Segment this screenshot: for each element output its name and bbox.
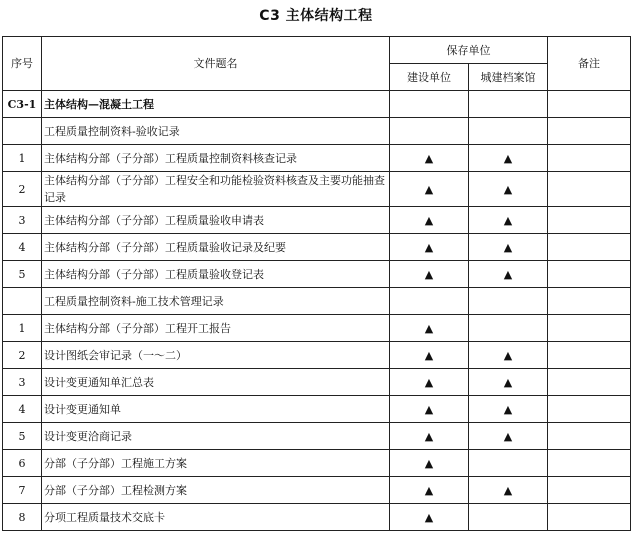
- row-build-mark: ▲: [390, 207, 469, 234]
- row-remark: [548, 342, 631, 369]
- row-remark: [548, 172, 631, 207]
- row-title: 分部（子分部）工程检测方案: [42, 477, 390, 504]
- row-build-mark: ▲: [390, 261, 469, 288]
- row-remark: [548, 234, 631, 261]
- row-title: 工程质量控制资料-施工技术管理记录: [42, 288, 390, 315]
- row-remark: [548, 145, 631, 172]
- row-build-mark: [390, 118, 469, 145]
- row-archive-mark: ▲: [469, 261, 548, 288]
- row-remark: [548, 369, 631, 396]
- table-row: [3, 477, 631, 504]
- table-row: [3, 396, 631, 423]
- row-seq: 2: [3, 342, 42, 369]
- row-archive-mark: ▲: [469, 369, 548, 396]
- row-remark: [548, 477, 631, 504]
- row-title: 主体结构分部（子分部）工程质量验收申请表: [42, 207, 390, 234]
- row-seq: [3, 288, 42, 315]
- table-row: [3, 234, 631, 261]
- row-remark: [548, 261, 631, 288]
- row-remark: [548, 396, 631, 423]
- row-build-mark: ▲: [390, 369, 469, 396]
- row-archive-mark: [469, 504, 548, 531]
- row-build-mark: ▲: [390, 423, 469, 450]
- row-archive-mark: ▲: [469, 172, 548, 207]
- row-remark: [548, 118, 631, 145]
- archive-table: [2, 36, 631, 531]
- row-title: 设计变更通知单汇总表: [42, 369, 390, 396]
- row-seq: 5: [3, 261, 42, 288]
- row-title: 分部（子分部）工程施工方案: [42, 450, 390, 477]
- row-archive-mark: ▲: [469, 342, 548, 369]
- row-seq: C3-1: [3, 91, 42, 118]
- row-title: 主体结构分部（子分部）工程质量控制资料核查记录: [42, 145, 390, 172]
- group-row: [3, 118, 631, 145]
- row-build-mark: ▲: [390, 342, 469, 369]
- row-build-mark: [390, 91, 469, 118]
- row-seq: 5: [3, 423, 42, 450]
- row-seq: 1: [3, 315, 42, 342]
- row-remark: [548, 315, 631, 342]
- row-title: 设计图纸会审记录（一～二）: [42, 342, 390, 369]
- row-remark: [548, 91, 631, 118]
- header-archive: 城建档案馆: [469, 64, 548, 91]
- row-remark: [548, 288, 631, 315]
- table-row: [3, 261, 631, 288]
- row-build-mark: ▲: [390, 477, 469, 504]
- header-remark: 备注: [548, 37, 631, 91]
- header-name: 文件题名: [42, 37, 390, 91]
- row-seq: 3: [3, 207, 42, 234]
- header-seq: 序号: [3, 37, 42, 91]
- row-seq: 3: [3, 369, 42, 396]
- row-seq: 7: [3, 477, 42, 504]
- row-build-mark: ▲: [390, 172, 469, 207]
- table-row: [3, 207, 631, 234]
- group-row: [3, 288, 631, 315]
- row-build-mark: ▲: [390, 315, 469, 342]
- table-row: [3, 315, 631, 342]
- row-build-mark: ▲: [390, 450, 469, 477]
- table-row: [3, 504, 631, 531]
- row-title: 主体结构—混凝土工程: [42, 91, 390, 118]
- row-title: 主体结构分部（子分部）工程开工报告: [42, 315, 390, 342]
- row-remark: [548, 450, 631, 477]
- row-build-mark: ▲: [390, 504, 469, 531]
- row-title: 设计变更通知单: [42, 396, 390, 423]
- row-seq: [3, 118, 42, 145]
- table-row: [3, 172, 631, 207]
- row-build-mark: ▲: [390, 145, 469, 172]
- row-archive-mark: ▲: [469, 207, 548, 234]
- row-seq: 8: [3, 504, 42, 531]
- row-seq: 6: [3, 450, 42, 477]
- row-title: 主体结构分部（子分部）工程安全和功能检验资料核查及主要功能抽查记录: [42, 172, 390, 207]
- row-seq: 4: [3, 234, 42, 261]
- row-archive-mark: ▲: [469, 477, 548, 504]
- table-row: [3, 423, 631, 450]
- row-archive-mark: ▲: [469, 145, 548, 172]
- row-archive-mark: [469, 288, 548, 315]
- row-archive-mark: ▲: [469, 234, 548, 261]
- table-row: [3, 450, 631, 477]
- row-remark: [548, 504, 631, 531]
- row-archive-mark: ▲: [469, 423, 548, 450]
- row-seq: 2: [3, 172, 42, 207]
- row-archive-mark: [469, 450, 548, 477]
- table-row: [3, 342, 631, 369]
- row-title: 设计变更洽商记录: [42, 423, 390, 450]
- row-archive-mark: [469, 91, 548, 118]
- row-remark: [548, 423, 631, 450]
- row-seq: 4: [3, 396, 42, 423]
- row-title: 主体结构分部（子分部）工程质量验收登记表: [42, 261, 390, 288]
- row-archive-mark: [469, 118, 548, 145]
- row-archive-mark: ▲: [469, 396, 548, 423]
- table-row: [3, 369, 631, 396]
- section-row: [3, 91, 631, 118]
- row-build-mark: ▲: [390, 396, 469, 423]
- header-keep-unit: 保存单位: [390, 37, 548, 64]
- row-title: 分项工程质量技术交底卡: [42, 504, 390, 531]
- row-seq: 1: [3, 145, 42, 172]
- row-archive-mark: [469, 315, 548, 342]
- row-build-mark: [390, 288, 469, 315]
- header-build-unit: 建设单位: [390, 64, 469, 91]
- row-build-mark: ▲: [390, 234, 469, 261]
- row-title: 主体结构分部（子分部）工程质量验收记录及纪要: [42, 234, 390, 261]
- table-body: [3, 91, 631, 531]
- page-title: C3 主体结构工程: [259, 8, 373, 24]
- row-remark: [548, 207, 631, 234]
- table-row: [3, 145, 631, 172]
- row-title: 工程质量控制资料-验收记录: [42, 118, 390, 145]
